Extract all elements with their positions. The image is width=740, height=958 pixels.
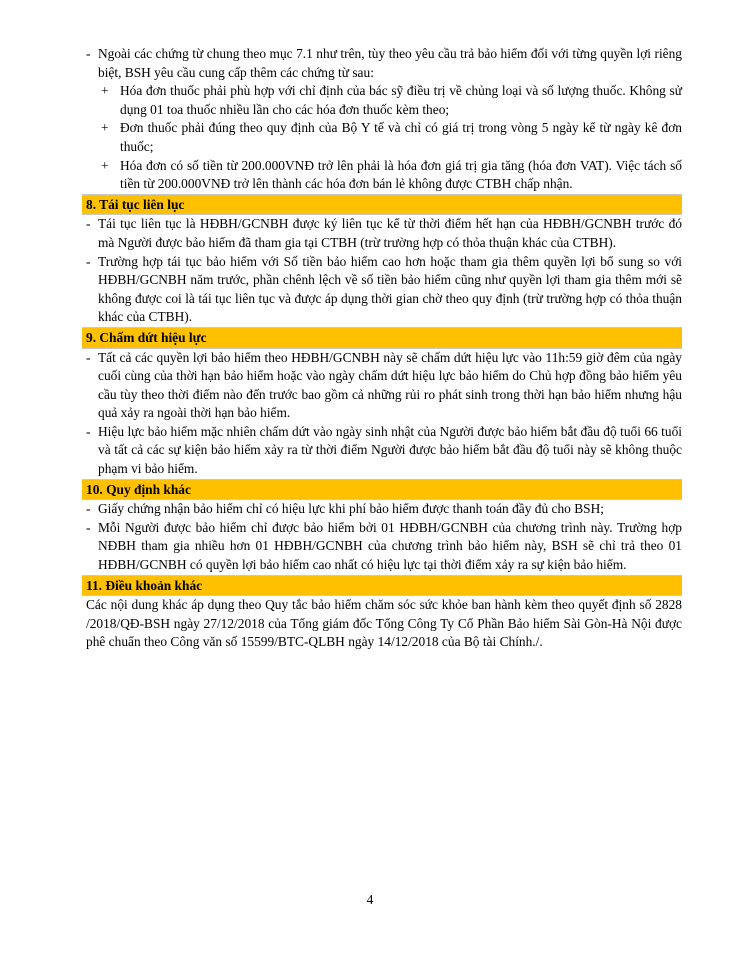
section-header-11: 11. Điều khoản khác bbox=[82, 575, 682, 597]
section-9-item-2: - Hiệu lực bảo hiểm mặc nhiên chấm dứt vào ngày sinh nhật của Người được bảo hiểm bắt đầu độ tuổi 66 tuổi và tất cả các sự kiện bảo hiểm xảy ra từ thời điểm Người được bảo hiểm bắt đầu độ tuổi này sẽ không thuộc phạm vi bảo hiểm. bbox=[82, 423, 682, 479]
section-10-item-1: - Giấy chứng nhận bảo hiểm chỉ có hiệu lực khi phí bảo hiểm được thanh toán đầy đủ cho BSH; bbox=[82, 500, 682, 519]
page-number: 4 bbox=[366, 892, 374, 907]
section-8-item-1: - Tái tục liên tục là HĐBH/GCNBH được ký liên tục kể từ thời điểm hết hạn của HĐBH/GCNBH trước đó mà Người được bảo hiểm đã tham gia tại CTBH (trừ trường hợp có thỏa thuận khác của CTBH). bbox=[82, 215, 682, 252]
section-header-8: 8. Tái tục liên lục bbox=[82, 194, 682, 216]
section-header-9: 9. Chấm dứt hiệu lực bbox=[82, 327, 682, 349]
intro-sub-item-2: + Đơn thuốc phải đúng theo quy định của Bộ Y tế và chỉ có giá trị trong vòng 5 ngày kể từ ngày kê đơn thuốc; bbox=[82, 119, 682, 156]
section-11-paragraph: Các nội dung khác áp dụng theo Quy tắc bảo hiểm chăm sóc sức khỏe ban hành kèm theo quyết định số 2828 /2018/QĐ-BSH ngày 27/12/2018 của Tổng giám đốc Tổng Công Ty Cổ Phần Bảo hiểm Sài Gòn-Hà Nội được phê chuẩn theo Công văn số 15599/BTC-QLBH ngày 14/12/2018 của Bộ tài Chính./. bbox=[86, 597, 682, 650]
section-9-item-1: - Tất cả các quyền lợi bảo hiểm theo HĐBH/GCNBH này sẽ chấm dứt hiệu lực vào 11h:59 giờ đêm của ngày cuối cùng của thời hạn bảo hiểm hoặc vào ngày chấm dứt hiệu lực bảo hiểm do Chủ hợp đồng bảo hiểm yêu cầu tùy theo thời điểm nào đến trước bao gồm cả những rủi ro phát sinh trong thời hạn bảo hiểm nhưng hậu quả xảy ra ngoài thời hạn bảo hiểm. bbox=[82, 349, 682, 423]
intro-sub-item-1: + Hóa đơn thuốc phải phù hợp với chỉ định của bác sỹ điều trị về chủng loại và số lượng thuốc. Không sử dụng 01 toa thuốc nhiều lần cho các hóa đơn thuốc kèm theo; bbox=[82, 82, 682, 119]
section-10-item-2: - Mỗi Người được bảo hiểm chỉ được bảo hiểm bởi 01 HĐBH/GCNBH của chương trình này. Trường hợp NĐBH tham gia nhiều hơn 01 HĐBH/GCNBH của chương trình bảo hiểm này, BSH sẽ chỉ trả theo 01 HĐBH/GCNBH có quyền lợi bảo hiểm cao nhất có hiệu lực tại thời điểm xảy ra sự kiện bảo hiểm. bbox=[82, 519, 682, 575]
intro-lead: - Ngoài các chứng từ chung theo mục 7.1 như trên, tùy theo yêu cầu trả bảo hiểm đối với từng quyền lợi riêng biệt, BSH yêu cầu cung cấp thêm các chứng từ sau: bbox=[82, 45, 682, 82]
section-8-item-2: - Trường hợp tái tục bảo hiểm với Số tiền bảo hiểm cao hơn hoặc tham gia thêm quyền lợi bổ sung so với HĐBH/GCNBH năm trước, phần chênh lệch về số tiền bảo hiểm cũng như quyền lợi tham gia thêm mới sẽ không được coi là tái tục liên tục và được áp dụng thời gian chờ theo quy định (trừ trường hợp có thỏa thuận khác của CTBH). bbox=[82, 253, 682, 327]
intro-sub-item-3: + Hóa đơn có số tiền từ 200.000VNĐ trở lên phải là hóa đơn giá trị gia tăng (hóa đơn VAT). Việc tách số tiền từ 200.000VNĐ trở lên thành các hóa đơn bán lẻ không được CTBH chấp nhận. bbox=[82, 157, 682, 194]
document-content bbox=[82, 45, 682, 652]
section-header-10: 10. Quy định khác bbox=[82, 479, 682, 501]
